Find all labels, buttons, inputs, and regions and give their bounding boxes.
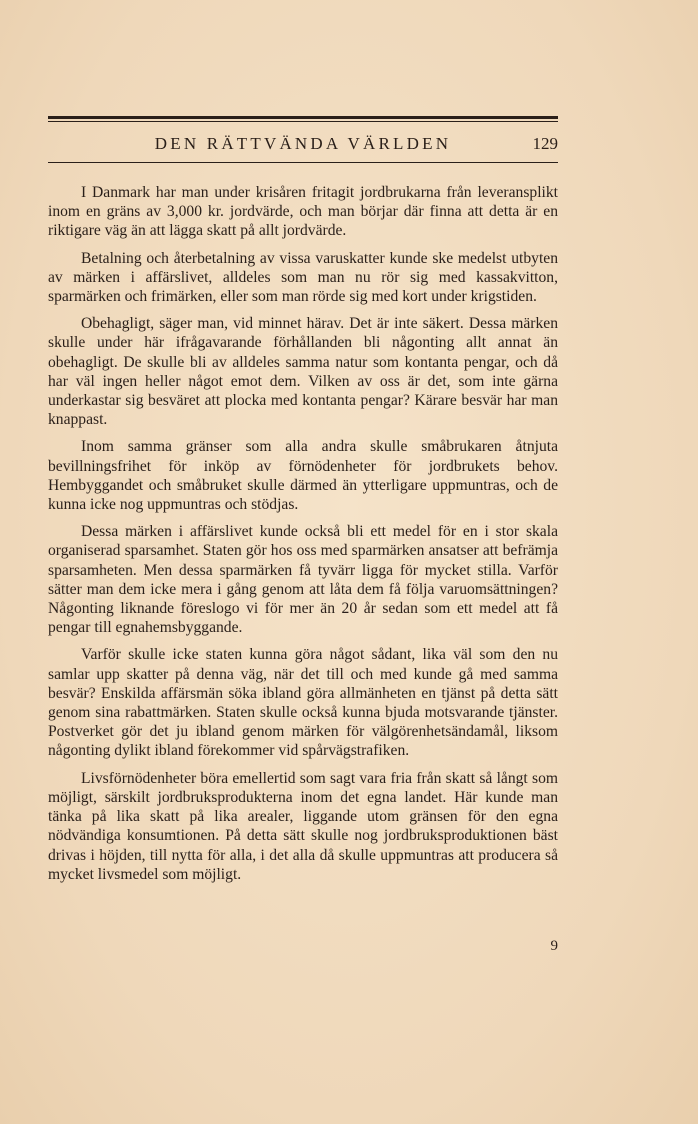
- paragraph: Obehagligt, säger man, vid minnet härav. Det är inte säkert. Dessa märken skulle under här ifrågavarande förhållanden bli någonting allt annat än obehagligt. De skulle bli av alldeles samma natur som kontanta pengar, och då har väl ingen heller något emot dem. Vilken av oss är det, som inte gärna underkastar sig besväret att plocka med kontanta pengar? Kärare besvär har man knappast.: [48, 315, 558, 429]
- body-text: [48, 183, 558, 892]
- paragraph: Inom samma gränser som alla andra skulle småbrukaren åtnjuta bevillningsfrihet för inköp av förnödenheter för jordbrukets behov. Hembyggandet och småbruket skulle därmed än ytterligare uppmuntras, och de kunna icke nog uppmuntras och stödjas.: [48, 438, 558, 514]
- paragraph: Dessa märken i affärslivet kunde också bli ett medel för en i stor skala organiserad sparsamhet. Staten gör hos oss med sparmärken ansatser att befrämja sparsamheten. Men dessa sparmärken få tyvärr ligga för mycket stilla. Varför sätter man dem icke mera i gång genom att låta dem få följa varuomsättningen? Någonting liknande föreslogo vi för mer än 20 år sedan som ett medel att få pengar till egnahemsbyggande.: [48, 523, 558, 637]
- running-head: [48, 134, 558, 156]
- page-folio: 129: [532, 134, 558, 153]
- header-rule-thin: [48, 121, 558, 122]
- header-rule-thick: [48, 116, 558, 119]
- paragraph: Livsförnödenheter böra emellertid som sagt vara fria från skatt så långt som möjligt, särskilt jordbruksprodukterna inom det egna landet. Här kunde man tänka på lika skatt på lika arealer, liggande utom gränsen för den egna nödvändiga konsumtionen. På detta sätt skulle nog jordbruksproduktionen bäst drivas i höjden, till nytta för alla, i det alla då skulle uppmuntras att producera så mycket livsmedel som möjligt.: [48, 769, 558, 883]
- signature-mark: 9: [550, 938, 558, 954]
- paragraph: Varför skulle icke staten kunna göra något sådant, lika väl som den nu samlar upp skatter på denna väg, när det till och med kunde gå med samma besvär? Enskilda affärsmän söka ibland göra allmänheten en tjänst på detta sätt genom sina rabattmärken. Staten skulle också kunna bjuda motsvarande tjänster. Postverket gör det ju ibland genom märken för välgörenhetsändamål, liksom någonting dylikt ibland förekommer vid spårvägstrafiken.: [48, 646, 558, 760]
- running-title: DEN RÄTTVÄNDA VÄRLDEN: [154, 134, 452, 153]
- paragraph: Betalning och återbetalning av vissa varuskatter kunde ske medelst utbyten av märken i affärslivet, alldeles som man nu rör sig med kassakvitton, sparmärken och frimärken, eller som man rörde sig med kort under krigstiden.: [48, 249, 558, 306]
- header-rule-bottom: [48, 162, 558, 163]
- paragraph: I Danmark har man under krisåren fritagit jordbrukarna från leveransplikt inom en gräns av 3,000 kr. jordvärde, och man börjar där finna att detta är en riktigare väg än att lägga skatt på allt jordvärde.: [48, 184, 558, 240]
